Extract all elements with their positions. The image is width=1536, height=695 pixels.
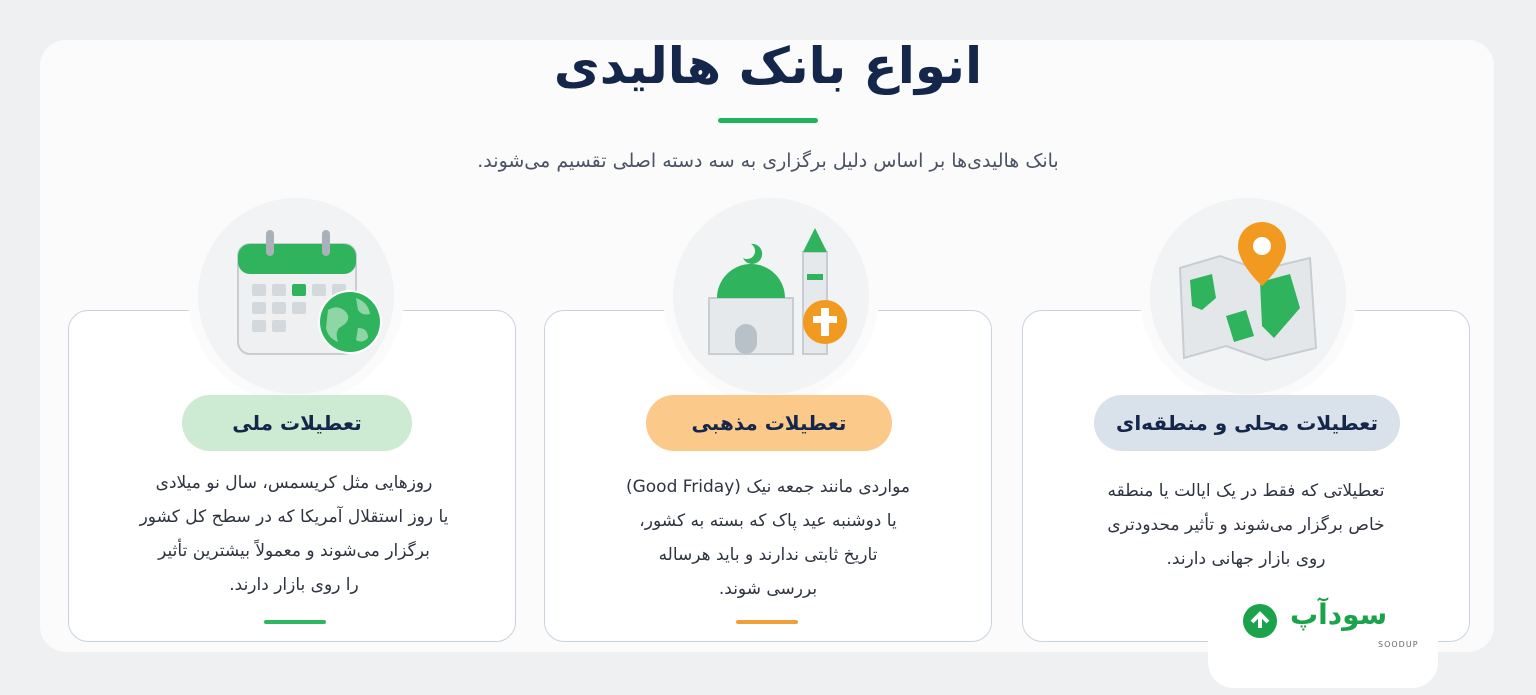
logo-text: سودآپ bbox=[1290, 598, 1388, 631]
desc-line: روزهایی مثل کریسمس، سال نو میلادی bbox=[155, 473, 433, 493]
soodup-logo-icon bbox=[1240, 602, 1282, 640]
label-religious-holidays: تعطیلات مذهبی bbox=[646, 395, 892, 451]
desc-local-holidays bbox=[1036, 474, 1456, 576]
calendar-globe-icon bbox=[198, 198, 394, 394]
desc-national-holidays bbox=[84, 466, 504, 602]
desc-religious-holidays bbox=[558, 470, 978, 606]
label-national-holidays: تعطیلات ملی bbox=[182, 395, 412, 451]
desc-line: خاص برگزار می‌شوند و تأثیر محدودتری bbox=[1107, 515, 1385, 535]
page-title: انواع بانک هالیدی bbox=[553, 37, 983, 95]
logo-latin: SOODUP bbox=[1378, 640, 1419, 649]
card-underline bbox=[736, 620, 798, 624]
desc-line: برگزار می‌شوند و معمولاً بیشترین تأثیر bbox=[158, 541, 430, 561]
desc-line: را روی بازار دارند. bbox=[229, 575, 359, 595]
map-pin-icon bbox=[1150, 198, 1346, 394]
mosque-church-icon bbox=[673, 198, 869, 394]
desc-line: روی بازار جهانی دارند. bbox=[1166, 549, 1326, 569]
page-subtitle: بانک هالیدی‌ها بر اساس دلیل برگزاری به سه دسته اصلی تقسیم می‌شوند. bbox=[477, 150, 1059, 172]
card-underline bbox=[264, 620, 326, 624]
desc-line: یا دوشنبه عید پاک که بسته به کشور، bbox=[639, 511, 897, 531]
label-local-holidays: تعطیلات محلی و منطقه‌ای bbox=[1094, 395, 1400, 451]
desc-line: تاریخ ثابتی ندارند و باید هرساله bbox=[658, 545, 878, 565]
desc-line: تعطیلاتی که فقط در یک ایالت یا منطقه bbox=[1107, 481, 1385, 501]
title-underline bbox=[718, 118, 818, 123]
desc-line: بررسی شوند. bbox=[718, 579, 818, 599]
desc-line: یا روز استقلال آمریکا که در سطح کل کشور bbox=[139, 507, 449, 527]
desc-line: مواردی مانند جمعه نیک (Good Friday) bbox=[625, 477, 911, 497]
